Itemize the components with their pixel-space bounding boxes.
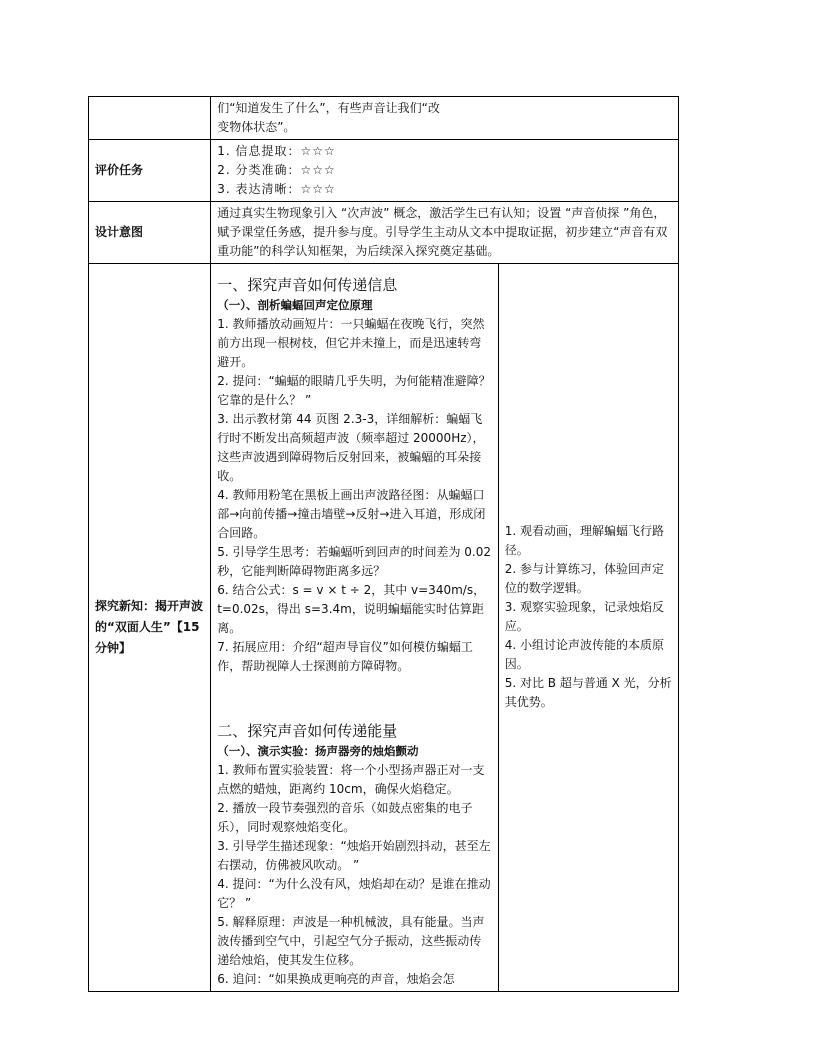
student-activity-item: 2. 参与计算练习，体验回声定位的数学逻辑。 bbox=[504, 562, 664, 595]
paragraph: 5. 引导学生思考：若蝙蝠听到回声的时间差为 0.02秒，它能判断障碍物距离多远？ bbox=[217, 545, 492, 578]
paragraph: 7. 拓展应用：介绍“超声导盲仪”如何模仿蝙蝠工作，帮助视障人士探测前方障碍物。 bbox=[217, 640, 473, 673]
student-activity-cell bbox=[498, 264, 678, 992]
evaluation-item: 3. 表达清晰：☆☆☆ bbox=[217, 182, 336, 196]
section-subheading: （一）、演示实验：扬声器旁的烛焰颤动 bbox=[217, 744, 419, 758]
paragraph: 6. 追问：“如果换成更响亮的声音，烛焰会怎 bbox=[217, 972, 455, 986]
content-line: 们“知道发生了什么”，有些声音让我们“改 bbox=[217, 101, 440, 115]
evaluation-label: 评价任务 bbox=[89, 140, 211, 202]
student-activity-item: 1. 观看动画，理解蝙蝠飞行路径。 bbox=[504, 524, 664, 557]
student-activity-item: 4. 小组讨论声波传能的本质原因。 bbox=[504, 638, 664, 671]
section-heading: 一、探究声音如何传递信息 bbox=[217, 276, 398, 294]
section-subheading: （一）、剖析蝙蝠回声定位原理 bbox=[217, 298, 373, 312]
paragraph: 4. 教师用粉笔在黑板上画出声波路径图：从蝙蝠口部→向前传播→撞击墙壁→反射→进入耳道，形成闭合回路。 bbox=[217, 488, 486, 540]
paragraph: 6. 结合公式：s = v × t ÷ 2，其中 v=340m/s，t=0.02s，得出 s=3.4m，说明蝙蝠能实时估算距离。 bbox=[217, 583, 486, 635]
paragraph: 2. 播放一段节奏强烈的音乐（如鼓点密集的电子乐），同时观察烛焰变化。 bbox=[217, 801, 473, 834]
section-heading: 二、探究声音如何传递能量 bbox=[217, 722, 398, 740]
empty-label-cell bbox=[89, 97, 211, 140]
paragraph: 5. 解释原理：声波是一种机械波，具有能量。当声波传播到空气中，引起空气分子振动，这些振动传递给烛焰，使其发生位移。 bbox=[217, 915, 485, 967]
paragraph: 3. 引导学生描述现象：“烛焰开始剧烈抖动，甚至左右摆动，仿佛被风吹动。 ” bbox=[217, 839, 491, 872]
table-row-explore bbox=[89, 264, 679, 992]
design-intent-label: 设计意图 bbox=[89, 202, 211, 264]
explore-label: 探究新知：揭开声波的“双面人生”【15分钟】 bbox=[89, 264, 211, 992]
table-row-evaluation bbox=[89, 140, 679, 202]
paragraph: 4. 提问：“为什么没有风，烛焰却在动？是谁在推动它？ ” bbox=[217, 877, 491, 910]
lesson-plan-table bbox=[88, 96, 679, 992]
paragraph: 1. 教师播放动画短片：一只蝙蝠在夜晚飞行，突然前方出现一根树枝，但它并未撞上，而是迅速转弯避开。 bbox=[217, 317, 485, 369]
paragraph: 1. 教师布置实验装置：将一个小型扬声器正对一支点燃的蜡烛，距离约 10cm，确保火焰稳定。 bbox=[217, 763, 485, 796]
paragraph: 3. 出示教材第 44 页图 2.3-3，详细解析：蝙蝠飞行时不断发出高频超声波（频率超过 20000Hz），这些声波遇到障碍物后反射回来，被蝙蝠的耳朵接收。 bbox=[217, 412, 485, 483]
evaluation-content-cell bbox=[211, 140, 679, 202]
student-activity-item: 5. 对比 B 超与普通 X 光，分析其优势。 bbox=[504, 676, 672, 709]
design-intent-text: 通过真实生物现象引入 “次声波” 概念，激活学生已有认知；设置 “声音侦探 ”角色，赋予课堂任务感，提升参与度。引导学生主动从文本中提取证据，初步建立“声音有双重功能”的科学认知框架，为后续深入探究奠定基础。 bbox=[211, 202, 679, 264]
teacher-activity-cell bbox=[211, 264, 498, 992]
evaluation-item: 2. 分类准确：☆☆☆ bbox=[217, 163, 336, 177]
student-activity-item: 3. 观察实验现象，记录烛焰反应。 bbox=[504, 600, 664, 633]
table-row-design-intent bbox=[89, 202, 679, 264]
evaluation-item: 1. 信息提取：☆☆☆ bbox=[217, 144, 336, 158]
continued-content-cell bbox=[211, 97, 679, 140]
content-line: 变物体状态”。 bbox=[217, 120, 296, 134]
table-row-continued bbox=[89, 97, 679, 140]
paragraph: 2. 提问：“蝙蝠的眼睛几乎失明，为何能精准避障？它靠的是什么？ ” bbox=[217, 374, 491, 407]
